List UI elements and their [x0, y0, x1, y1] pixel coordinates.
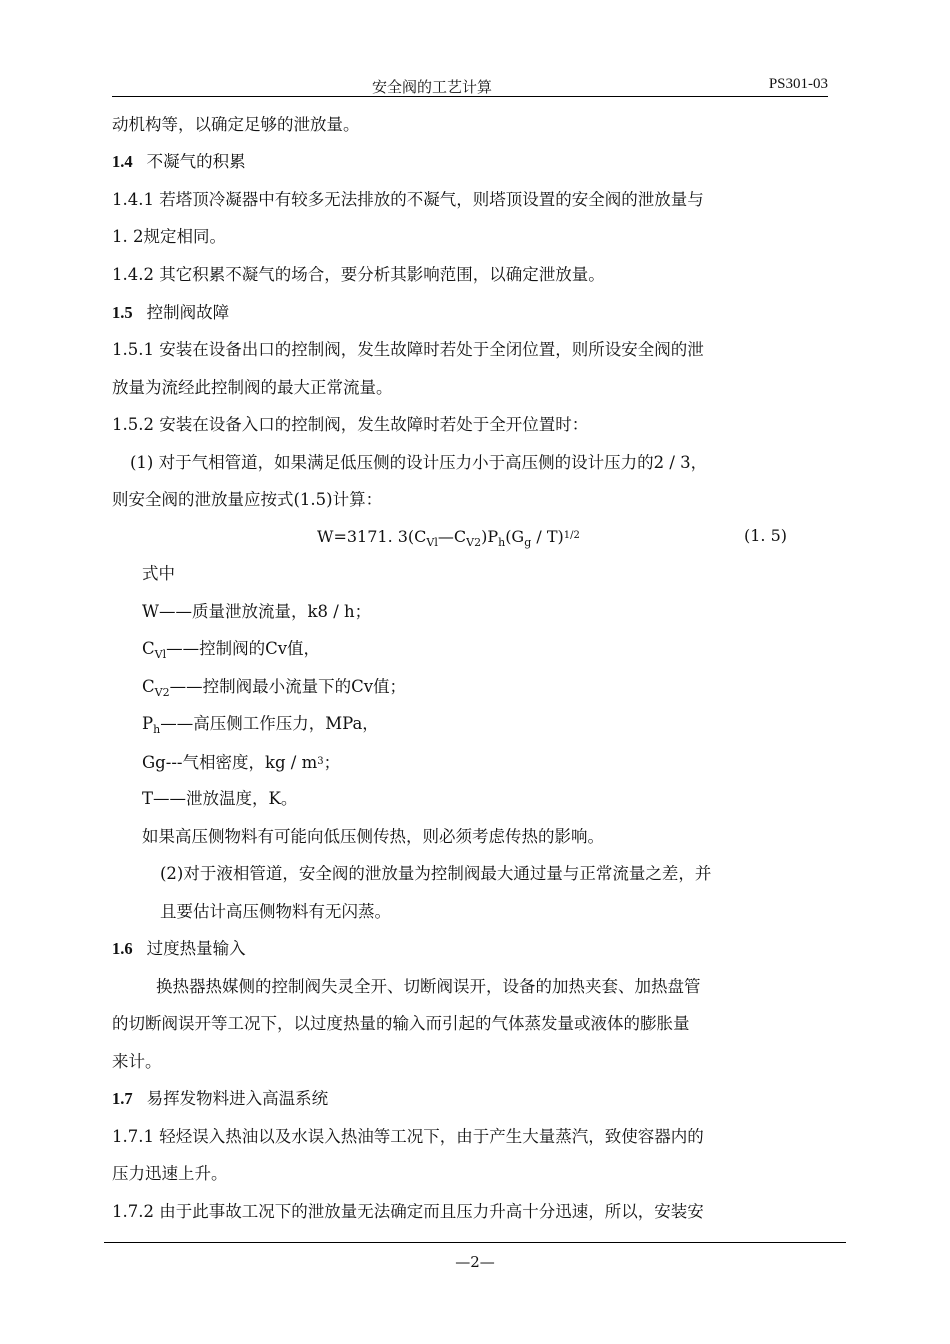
- section-title: 控制阀故障: [146, 303, 230, 322]
- section-title: 不凝气的积累: [146, 152, 246, 171]
- header-title: 安全阀的工艺计算: [372, 78, 493, 96]
- section-heading-1-5: [112, 302, 812, 324]
- variable-definition: $P_h——$高压侧工作压力，MPa，: [142, 714, 379, 736]
- document-code: PS301-03: [768, 76, 828, 92]
- paragraph-line: 1.5.2 安装在设备入口的控制阀，发生故障时若处于全开位置时：: [112, 415, 589, 434]
- section-number: 1.6: [112, 939, 133, 958]
- page-header: [112, 72, 828, 97]
- variable-definition: W——质量泄放流量，k8 / h；: [142, 602, 372, 621]
- section-title: 易挥发物料进入高温系统: [146, 1089, 329, 1108]
- paragraph-line: 压力迅速上升。: [112, 1164, 228, 1183]
- variable-definition: $C_{V2}——$控制阀最小流量下的Cv值；: [142, 677, 407, 699]
- formula-number: (1. 5): [744, 526, 788, 545]
- paragraph-line: (1) 对于气相管道，如果满足低压侧的设计压力小于高压侧的设计压力的2 / 3，: [130, 453, 708, 472]
- paragraph-line: 1. 2规定相同。: [112, 227, 226, 246]
- section-number: 1.4: [112, 152, 133, 171]
- paragraph-line: 1.7.2 由于此事故工况下的泄放量无法确定而且压力升高十分迅速，所以，安装安: [112, 1202, 704, 1221]
- paragraph-line: 动机构等，以确定足够的泄放量。: [112, 115, 360, 134]
- paragraph-line: 1.5.1 安装在设备出口的控制阀，发生故障时若处于全闭位置，则所设安全阀的泄: [112, 340, 704, 359]
- paragraph-line: 1.4.2 其它积累不凝气的场合，要分析其影响范围，以确定泄放量。: [112, 265, 605, 284]
- paragraph-line: 放量为流经此控制阀的最大正常流量。: [112, 378, 393, 397]
- section-number: 1.7: [112, 1089, 133, 1108]
- paragraph-line: 则安全阀的泄放量应按式(1.5)计算：: [112, 490, 383, 509]
- section-heading-1-4: [112, 151, 812, 173]
- paragraph-line: 式中: [142, 564, 175, 583]
- paragraph-line: (2)对于液相管道，安全阀的泄放量为控制阀最大通过量与正常流量之差，并: [160, 864, 712, 883]
- paragraph-line: 1.7.1 轻烃误入热油以及水误入热油等工况下，由于产生大量蒸汽，致使容器内的: [112, 1127, 704, 1146]
- section-title: 过度热量输入: [146, 939, 246, 958]
- section-heading-1-7: [112, 1088, 812, 1110]
- paragraph-line: 换热器热媒侧的控制阀失灵全开、切断阀误开，设备的加热夹套、加热盘管: [156, 977, 701, 996]
- formula-expression: W=3171. $3(C_{Vl}—C_{V2})P_h(G_g / T)^{1/2}$: [317, 527, 580, 549]
- paragraph-line: 且要估计高压侧物料有无闪蒸。: [160, 902, 391, 921]
- variable-definition: T——泄放温度，K。: [142, 789, 298, 808]
- variable-definition: Gg---气相密度，kg / $m^3$；: [142, 753, 341, 772]
- section-heading-1-6: [112, 938, 812, 960]
- page-number: —2—: [455, 1253, 495, 1271]
- paragraph-line: 的切断阀误开等工况下，以过度热量的输入而引起的气体蒸发量或液体的膨胀量: [112, 1014, 690, 1033]
- footer-rule: [104, 1242, 846, 1243]
- paragraph-line: 如果高压侧物料有可能向低压侧传热，则必须考虑传热的影响。: [142, 827, 604, 846]
- paragraph-line: 1.4.1 若塔顶冷凝器中有较多无法排放的不凝气，则塔顶设置的安全阀的泄放量与: [112, 190, 704, 209]
- section-number: 1.5: [112, 303, 133, 322]
- variable-definition: $C_{Vl}——$控制阀的Cv值，: [142, 639, 321, 661]
- paragraph-line: 来计。: [112, 1052, 162, 1071]
